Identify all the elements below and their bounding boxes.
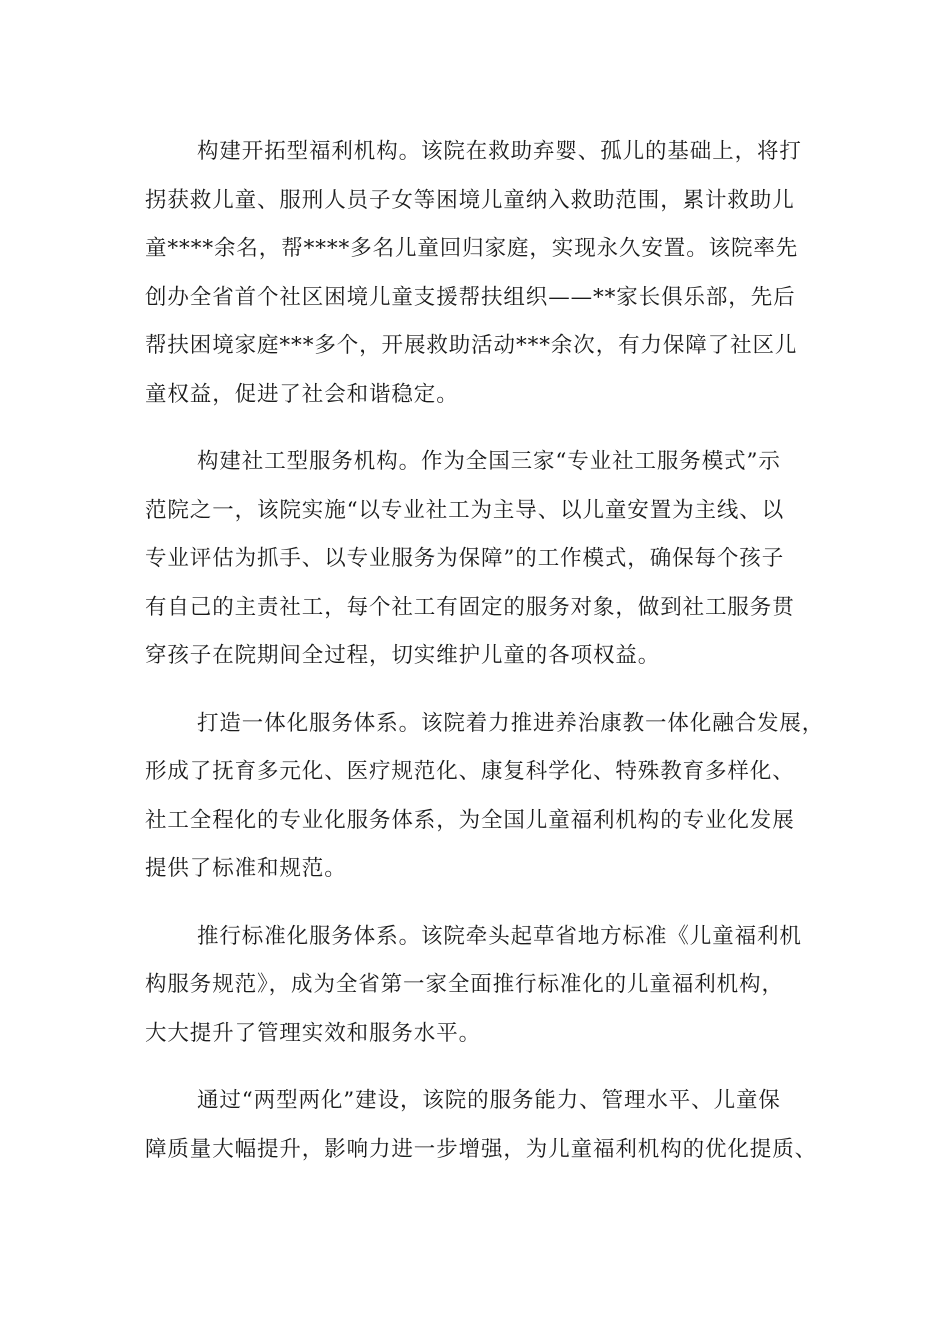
- paragraph-line: 构建社工型服务机构。作为全国三家“专业社工服务模式”示: [197, 449, 781, 474]
- paragraph-line: 创办全省首个社区困境儿童支援帮扶组织——**家长俱乐部，先后: [145, 284, 796, 310]
- paragraph-line: 穿孩子在院期间全过程，切实维护儿童的各项权益。: [145, 643, 661, 668]
- paragraph-line: 构建开拓型福利机构。该院在救助弃婴、孤儿的基础上，将打: [197, 139, 802, 164]
- paragraph-line: 形成了抚育多元化、医疗规范化、康复科学化、特殊教育多样化、: [145, 759, 795, 784]
- paragraph-line: 推行标准化服务体系。该院牵头起草省地方标准《儿童福利机: [197, 923, 802, 949]
- paragraph-line: 有自己的主责社工，每个社工有固定的服务对象，做到社工服务贯: [145, 594, 795, 620]
- paragraph-line: 拐获救儿童、服刑人员子女等困境儿童纳入救助范围，累计救助儿: [145, 187, 795, 213]
- paragraph-line: 社工全程化的专业化服务体系，为全国儿童福利机构的专业化发展: [145, 807, 795, 833]
- paragraph-social-work: [145, 438, 805, 681]
- paragraph-line: 大大提升了管理实效和服务水平。: [145, 1020, 482, 1046]
- paragraph-standardization: [145, 913, 805, 1059]
- paragraph-line: 障质量大幅提升，影响力进一步增强，为儿童福利机构的优化提质、: [145, 1136, 818, 1162]
- paragraph-line: 专业评估为抓手、以专业服务为保障”的工作模式，确保每个孩子: [145, 546, 785, 571]
- paragraph-line: 构服务规范》，成为全省第一家全面推行标准化的儿童福利机构，: [145, 972, 784, 997]
- paragraph-conclusion: [145, 1077, 818, 1174]
- paragraph-line: 打造一体化服务体系。该院着力推进养治康教一体化融合发展，: [197, 710, 825, 736]
- paragraph-line: 范院之一，该院实施“以专业社工为主导、以儿童安置为主线、以: [145, 497, 785, 523]
- paragraph-welfare-institution: [145, 128, 805, 419]
- paragraph-line: 童权益，促进了社会和谐稳定。: [145, 381, 459, 407]
- paragraph-line: 童****余名，帮****多名儿童回归家庭，实现永久安置。该院率先: [145, 236, 799, 261]
- paragraph-integrated-service: [145, 700, 825, 894]
- paragraph-line: 通过“两型两化”建设，该院的服务能力、管理水平、儿童保: [197, 1088, 781, 1113]
- paragraph-line: 提供了标准和规范。: [145, 856, 347, 881]
- document-body: [145, 128, 825, 1193]
- paragraph-line: 帮扶困境家庭***多个，开展救助活动***余次，有力保障了社区儿: [145, 333, 798, 358]
